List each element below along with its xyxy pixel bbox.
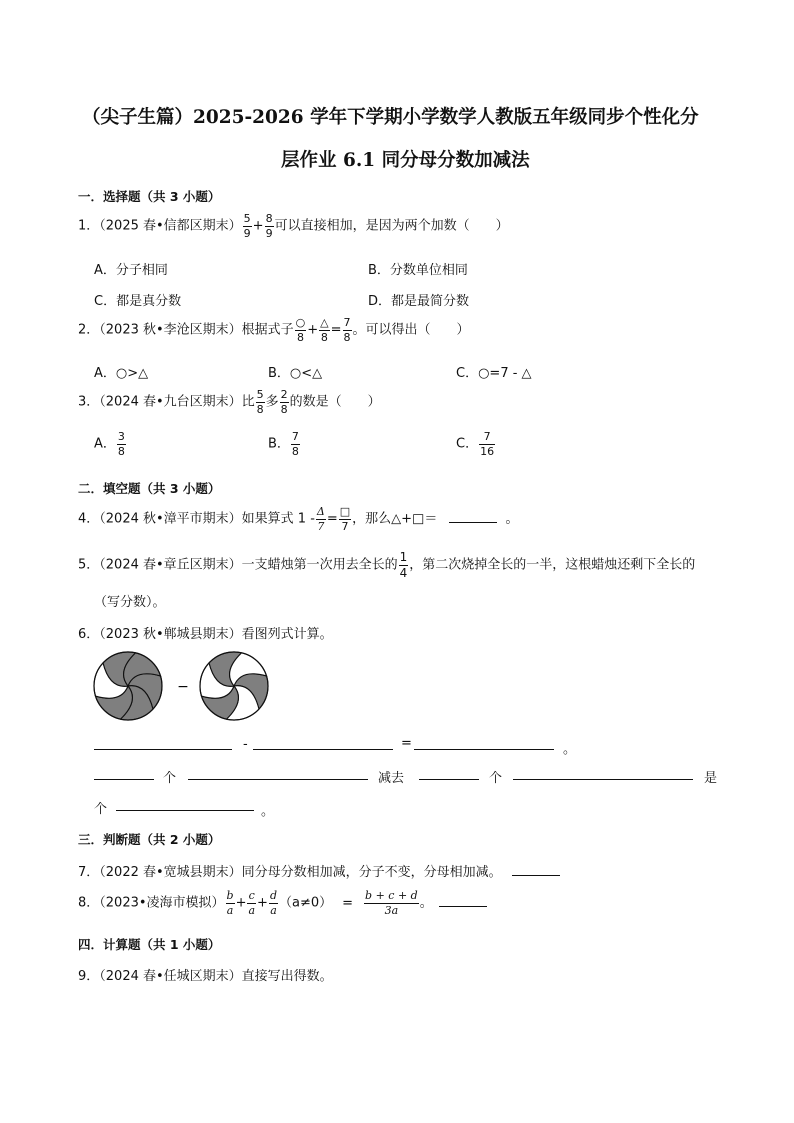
- q6-row1-period: 。: [563, 742, 577, 757]
- fraction: $\frac{d}{a}$: [269, 889, 277, 917]
- question-2: 2．（2023 秋•李沧区期末）根据式子 $\frac{○}{8}$ + $\frac{\triangle}{8}$ = $\frac{7}{8}$ 。可以得出（ ）: [78, 316, 470, 344]
- fraction: $\frac{1}{4}$: [399, 550, 408, 580]
- q6-row2-blank2[interactable]: [188, 767, 368, 780]
- q6-row3-ge: 个: [94, 802, 108, 817]
- section-heading-choice: 一．选择题（共 3 小题）: [78, 189, 221, 204]
- q6-row2-shi: 是: [704, 771, 718, 786]
- q6-row1-blank2[interactable]: [253, 737, 393, 750]
- fraction: $\frac{○}{8}$: [295, 316, 306, 344]
- q3-option-b[interactable]: B． $\frac{7}{8}$: [268, 430, 299, 458]
- q1-option-b[interactable]: B．分数单位相同: [368, 263, 468, 278]
- q1-option-d[interactable]: D．都是最简分数: [368, 294, 470, 309]
- question-6: 6．（2023 秋•郸城县期末）看图列式计算。: [78, 627, 333, 642]
- pie-figures: [90, 648, 275, 724]
- q6-row3-period: 。: [261, 804, 275, 819]
- q6-row2-ge1: 个: [163, 771, 177, 786]
- doc-title-line2: 层作业 6.1 同分母分数加减法: [281, 150, 530, 171]
- fraction: $\frac{5}{8}$: [256, 388, 264, 416]
- fraction: $\frac{\triangle}{8}$: [320, 316, 329, 344]
- fraction: $\frac{c}{a}$: [248, 889, 256, 917]
- question-8: 8．（2023•凌海市模拟） $\frac{b}{a}$ + $\frac{c}{a}$ + $\frac{d}{a}$ （a≠0） = $\frac{b + c + d}{3a}$ 。: [78, 890, 487, 916]
- minus-sign: −: [177, 679, 189, 695]
- fraction: $\frac{b + c + d}{3a}$: [365, 889, 418, 917]
- q2-option-c[interactable]: C．○=7 - △: [456, 366, 532, 381]
- question-5: 5．（2024 春•章丘区期末）一支蜡烛第一次用去全长的 $\frac{1}{4}$ ，第二次烧掉全长的一半，这根蜡烛还剩下全长的: [78, 550, 696, 580]
- q6-row1-blank3[interactable]: [414, 737, 554, 750]
- answer-blank[interactable]: [439, 894, 487, 907]
- q6-row1-equals: =: [401, 736, 412, 751]
- q1-option-a[interactable]: A．分子相同: [94, 263, 168, 278]
- fraction: $\frac{5}{9}$: [243, 212, 251, 240]
- q3-option-c[interactable]: C． $\frac{7}{16}$: [456, 430, 495, 458]
- q5-line2: （写分数）。: [94, 595, 166, 610]
- q6-row2-blank3[interactable]: [419, 767, 479, 780]
- section-heading-fill: 二．填空题（共 3 小题）: [78, 481, 221, 496]
- doc-title-line1: （尖子生篇）2025-2026 学年下学期小学数学人教版五年级同步个性化分: [82, 107, 699, 128]
- question-7: 7．（2022 春•宽城县期末）同分母分数相加减，分子不变，分母相加减。: [78, 861, 560, 880]
- q6-row1-minus: -: [243, 737, 248, 752]
- question-4: 4．（2024 秋•漳平市期末）如果算式 1 - $\frac{\Delta}{7}$ = $\frac{□}{7}$ ，那么△+□＝ 。: [78, 505, 519, 533]
- fraction: $\frac{b}{a}$: [226, 889, 234, 917]
- fraction: $\frac{7}{8}$: [343, 316, 351, 344]
- q6-row3-blank[interactable]: [116, 798, 254, 811]
- q6-row2-ge2: 个: [489, 771, 503, 786]
- pie-left: [94, 652, 162, 720]
- q2-option-a[interactable]: A．○>△: [94, 366, 149, 381]
- q6-row2-jianqu: 减去: [378, 771, 405, 786]
- q6-row2-blank1[interactable]: [94, 767, 154, 780]
- question-1: 1．（2025 春•信都区期末） $\frac{5}{9}$ + $\frac{8}{9}$ 可以直接相加，是因为两个加数（ ）: [78, 212, 509, 240]
- q1-prefix: 1．（2025 春•信都区期末）: [78, 218, 242, 234]
- fraction: $\frac{\Delta}{7}$: [316, 505, 325, 533]
- q1-text: 可以直接相加，是因为两个加数（ ）: [274, 218, 509, 234]
- q6-row1-blank1[interactable]: [94, 737, 232, 750]
- section-heading-judge: 三．判断题（共 2 小题）: [78, 832, 221, 847]
- answer-blank[interactable]: [449, 510, 497, 523]
- fraction: $\frac{□}{7}$: [339, 505, 351, 533]
- q1-option-c[interactable]: C．都是真分数: [94, 294, 182, 309]
- q3-option-a[interactable]: A． $\frac{3}{8}$: [94, 430, 125, 458]
- question-3: 3．（2024 春•九台区期末）比 $\frac{5}{8}$ 多 $\frac{2}{8}$ 的数是（ ）: [78, 388, 381, 416]
- fraction: $\frac{8}{9}$: [265, 212, 273, 240]
- q2-option-b[interactable]: B．○<△: [268, 366, 323, 381]
- question-9: 9．（2024 春•任城区期末）直接写出得数。: [78, 969, 333, 984]
- pie-right: [200, 652, 268, 720]
- q6-row2-blank4[interactable]: [513, 767, 693, 780]
- section-heading-calc: 四．计算题（共 1 小题）: [78, 937, 221, 952]
- answer-blank[interactable]: [512, 863, 560, 876]
- fraction: $\frac{2}{8}$: [280, 388, 288, 416]
